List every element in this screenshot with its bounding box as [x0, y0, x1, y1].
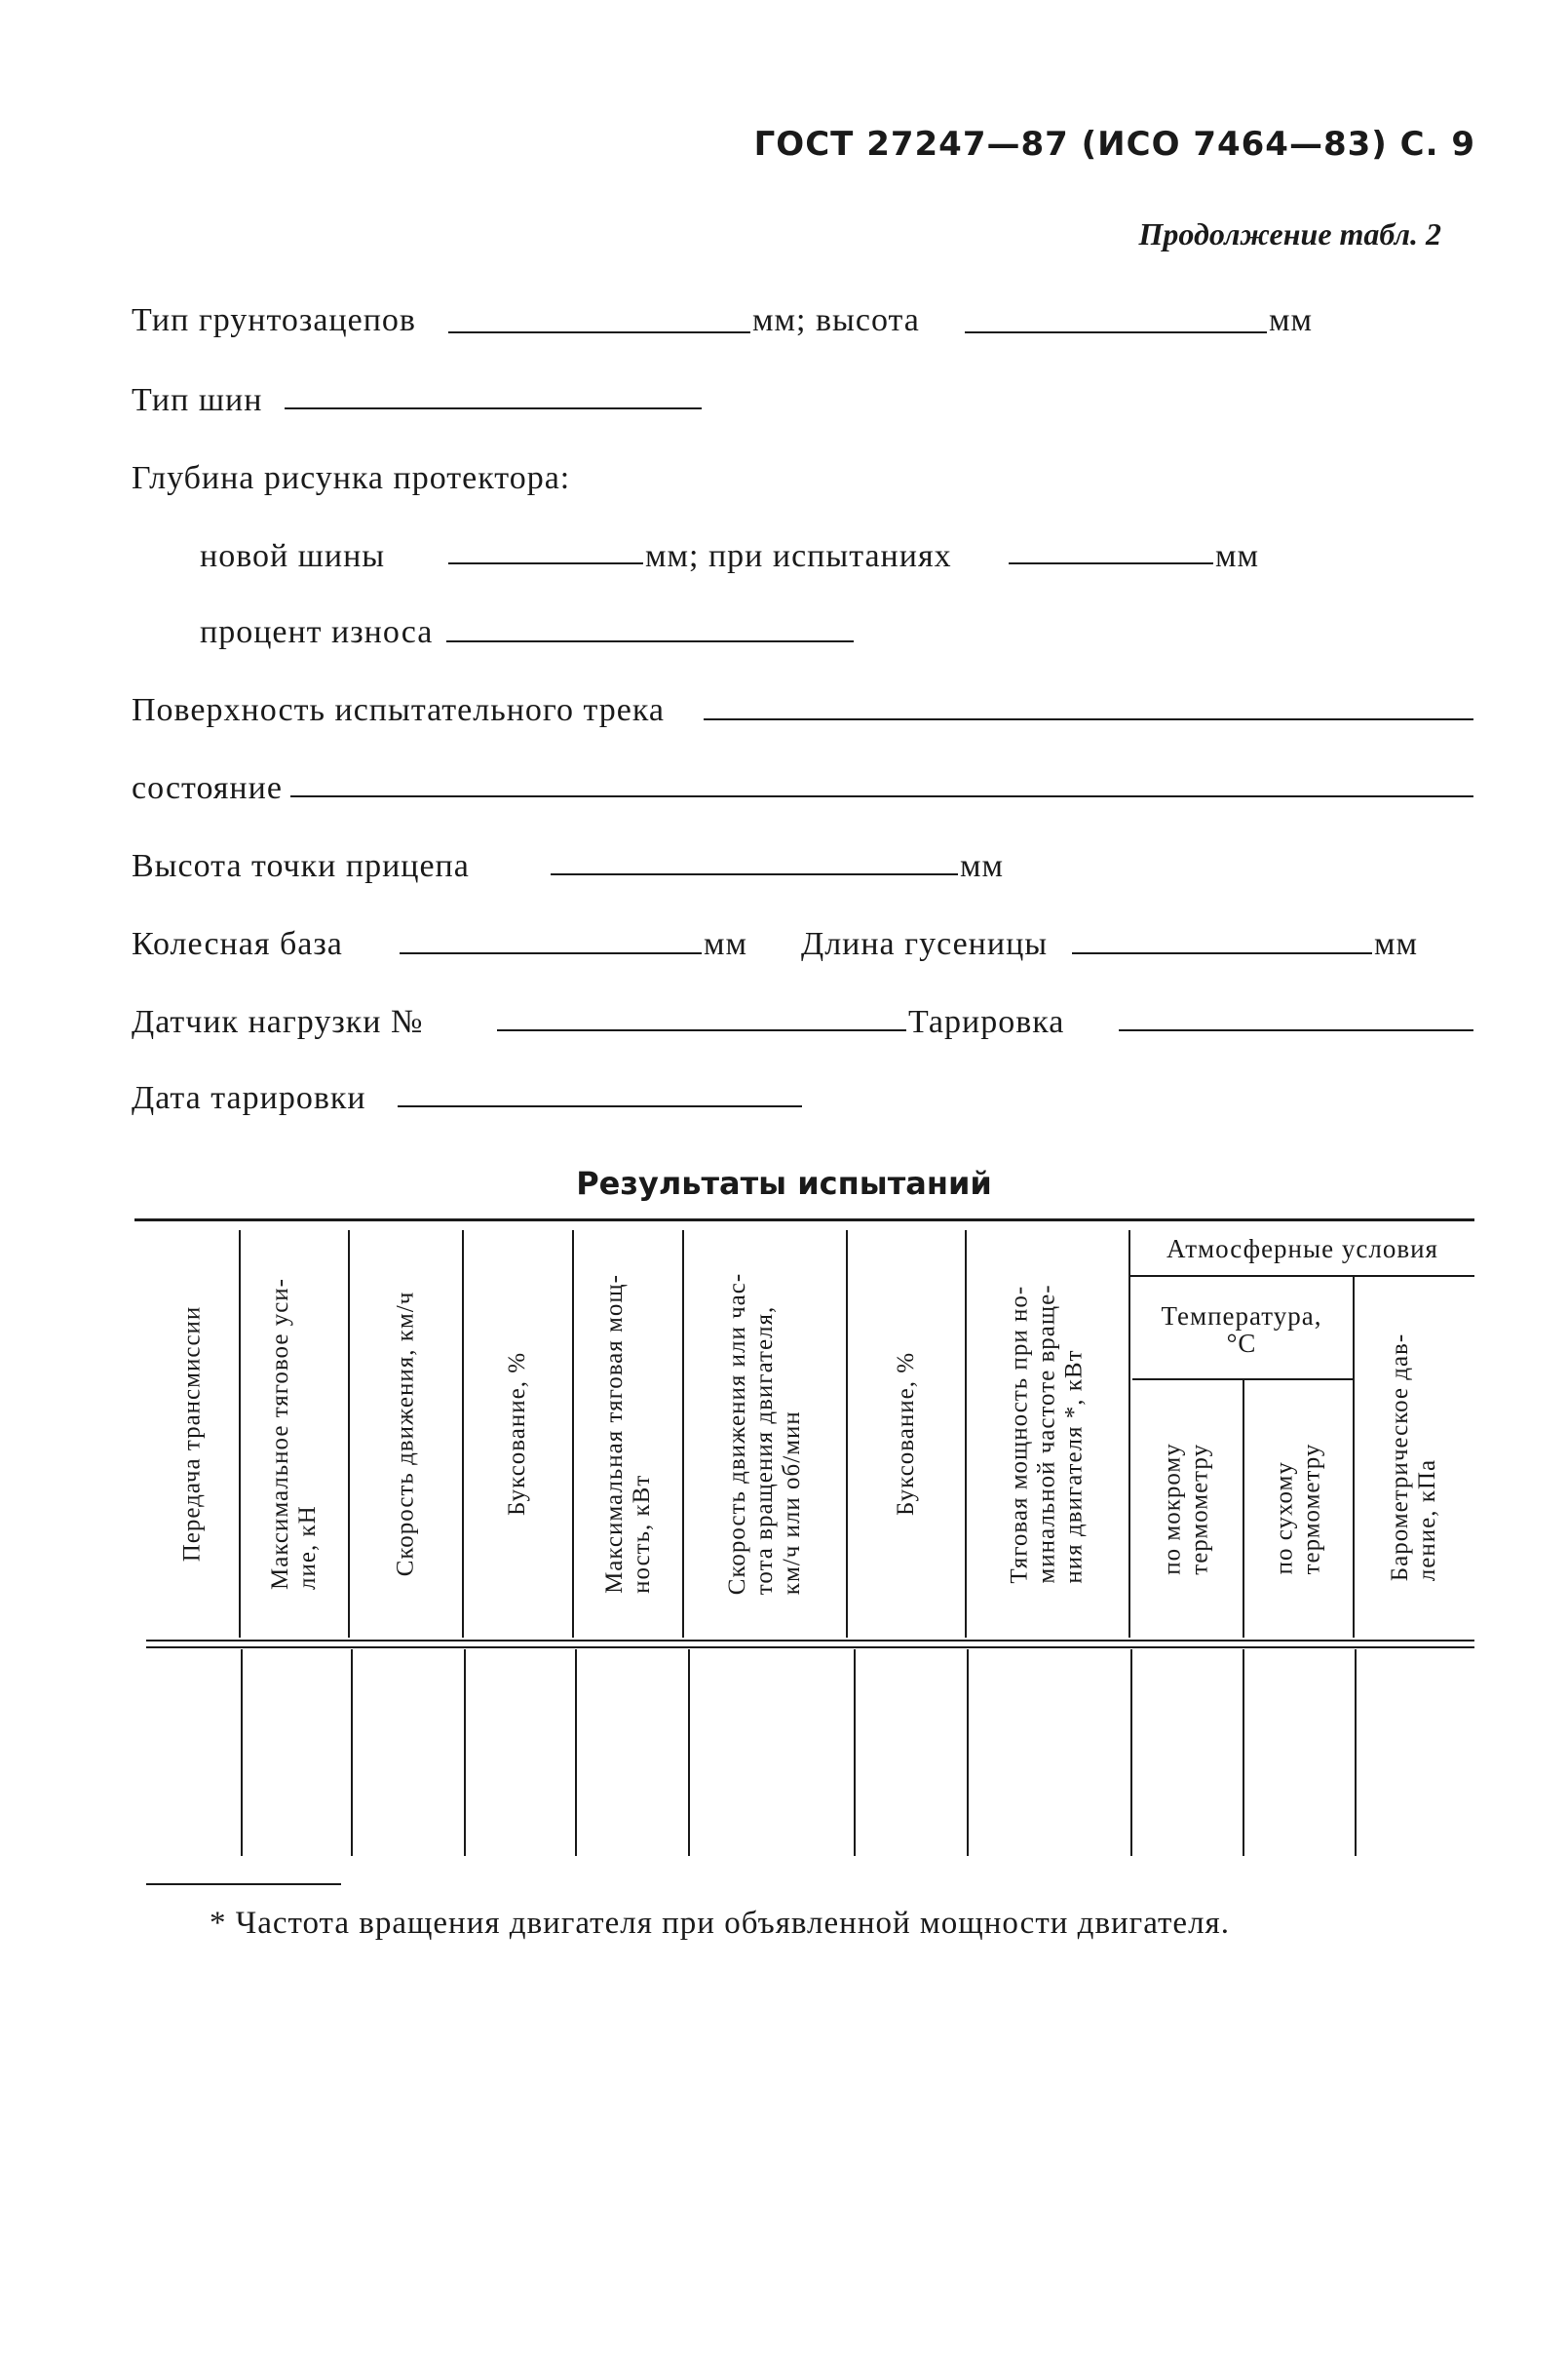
table-continuation-note: Продолжение табл. 2 — [1138, 216, 1441, 251]
track-surface-label: Поверхность испытательного трека — [132, 692, 665, 728]
load-sensor-label: Датчик нагрузки № — [132, 1004, 424, 1040]
col-divider — [1130, 1649, 1132, 1856]
column-header-max-force: Максимальное тяговое уси- лие, кН — [267, 1277, 322, 1591]
atmospheric-conditions-header: Атмосферные условия — [1166, 1234, 1438, 1263]
hitch-height-field[interactable] — [551, 873, 958, 875]
wear-percent-field[interactable] — [446, 640, 854, 642]
grousers-height-label: мм; высота — [752, 302, 920, 338]
col-divider — [351, 1649, 353, 1856]
track-length-label: Длина гусеницы — [801, 926, 1049, 962]
col-divider — [464, 1649, 466, 1856]
load-sensor-field[interactable] — [497, 1029, 906, 1031]
wear-percent-label: процент износа — [200, 614, 434, 650]
column-header-gear: Передача трансмиссии — [178, 1305, 206, 1563]
unit-mm-label: мм — [704, 926, 748, 962]
temperature-header: Температура, °C — [1161, 1301, 1322, 1358]
column-header-wet-bulb: по мокрому термометру — [1159, 1443, 1213, 1575]
test-depth-field[interactable] — [1009, 562, 1213, 564]
results-title: Результаты испытаний — [576, 1165, 992, 1202]
wheelbase-field[interactable] — [400, 952, 702, 954]
grousers-type-label: Тип грунтозацепов — [132, 302, 416, 338]
calibration-field[interactable] — [1119, 1029, 1473, 1031]
grousers-type-field[interactable] — [448, 331, 750, 333]
hitch-height-label: Высота точки прицепа — [132, 848, 470, 884]
at-test-label: мм; при испытаниях — [645, 538, 952, 574]
tire-type-label: Тип шин — [132, 382, 263, 418]
col-divider — [1243, 1649, 1244, 1856]
header-rule-1 — [146, 1640, 1474, 1641]
header-rule-2 — [146, 1646, 1474, 1648]
column-header-slip-2: Буксование, % — [893, 1351, 920, 1517]
table-top-border — [134, 1218, 1474, 1221]
col-divider — [854, 1649, 856, 1856]
column-header-drawbar-power: Тяговая мощность при но- минальной частоте враще- ния двигателя *, кВт — [1007, 1284, 1088, 1584]
footnote: * Частота вращения двигателя при объявленной мощности двигателя. — [210, 1906, 1230, 1941]
column-header-slip: Буксование, % — [504, 1351, 531, 1517]
wheelbase-label: Колесная база — [132, 926, 343, 962]
calibration-label: Тарировка — [908, 1004, 1065, 1040]
calibration-date-field[interactable] — [398, 1105, 802, 1107]
column-header-dry-bulb: по сухому термометру — [1271, 1443, 1325, 1575]
column-header-max-power: Максимальная тяговая мощ- ность, кВт — [600, 1274, 655, 1594]
condition-label: состояние — [132, 770, 283, 806]
new-tire-label: новой шины — [200, 538, 386, 574]
column-header-speed: Скорость движения, км/ч — [392, 1291, 419, 1577]
tread-depth-label: Глубина рисунка протектора: — [132, 460, 571, 496]
col-divider — [241, 1649, 243, 1856]
condition-field[interactable] — [290, 795, 1473, 797]
col-divider — [967, 1649, 969, 1856]
unit-mm-label: мм — [1269, 302, 1314, 338]
tire-type-field[interactable] — [285, 407, 702, 409]
calibration-date-label: Дата тарировки — [132, 1080, 366, 1116]
unit-mm-label: мм — [960, 848, 1005, 884]
track-surface-field[interactable] — [704, 718, 1473, 720]
unit-mm-label: мм — [1215, 538, 1260, 574]
column-header-speed-or-rpm: Скорость движения или час- тота вращения двигателя, км/ч или об/мин — [724, 1272, 805, 1596]
col-divider — [575, 1649, 577, 1856]
footnote-rule — [146, 1883, 341, 1885]
column-header-pressure: Барометрическое дав- ление, кПа — [1387, 1332, 1441, 1582]
unit-mm-label: мм — [1374, 926, 1419, 962]
track-length-field[interactable] — [1072, 952, 1372, 954]
document-header: ГОСТ 27247—87 (ИСО 7464—83) С. 9 — [753, 125, 1475, 164]
new-tire-depth-field[interactable] — [448, 562, 643, 564]
col-divider — [1355, 1649, 1357, 1856]
col-divider — [688, 1649, 690, 1856]
grousers-height-field[interactable] — [965, 331, 1267, 333]
